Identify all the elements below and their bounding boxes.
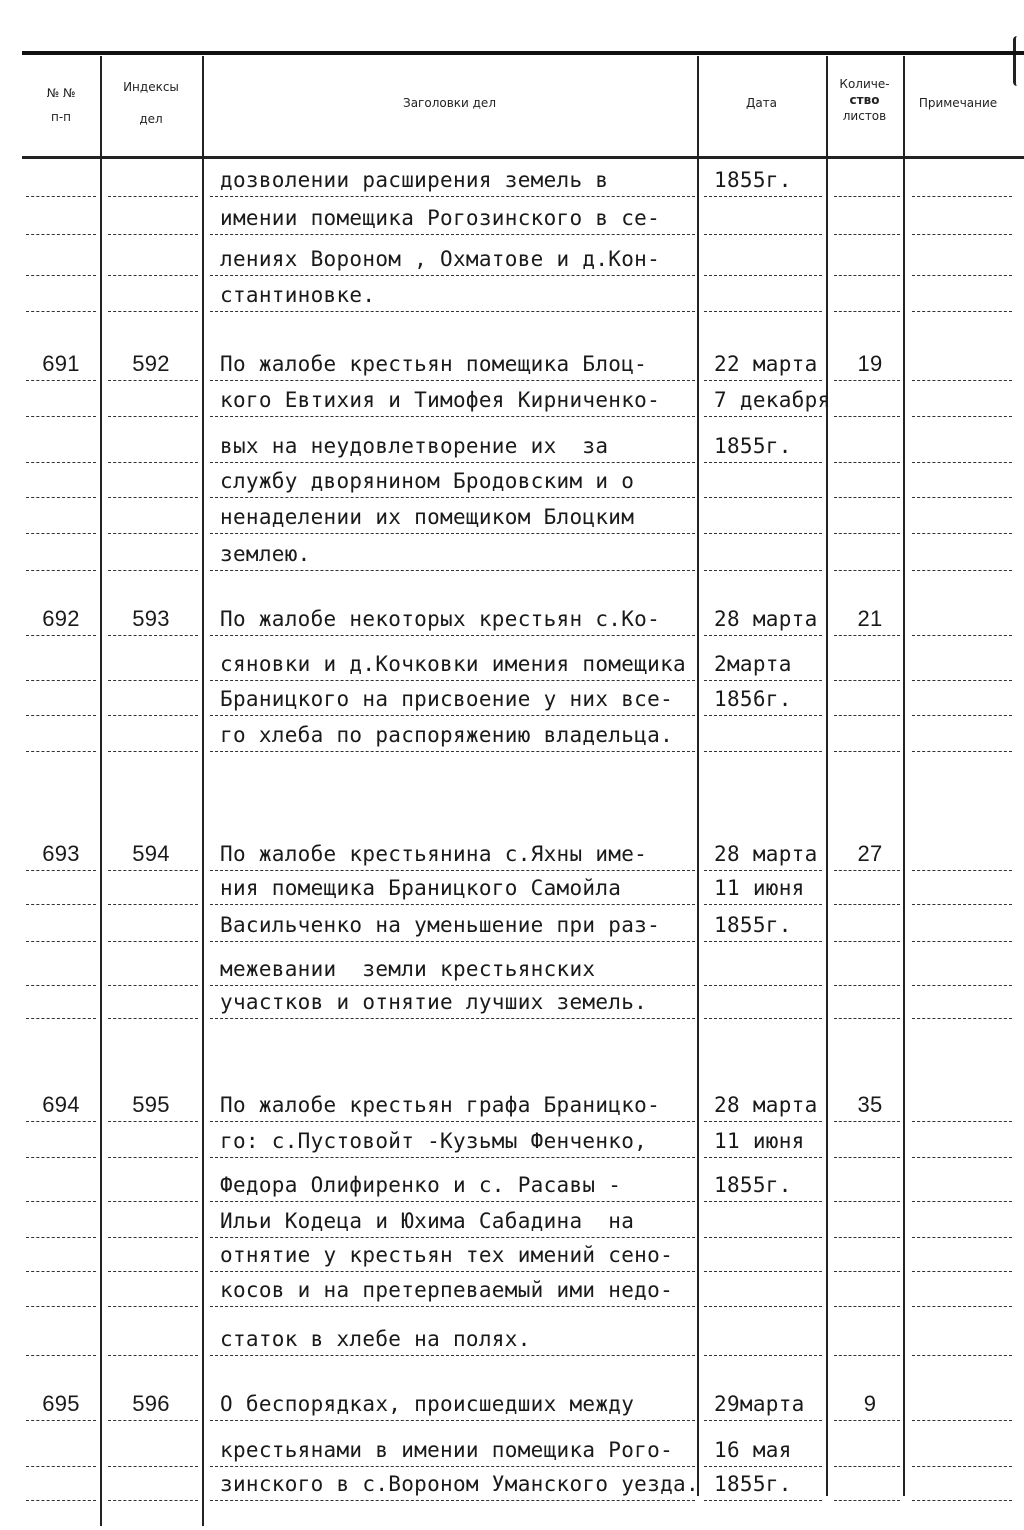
row-rule <box>704 533 822 534</box>
row-rule <box>834 680 900 681</box>
row-rule <box>108 234 198 235</box>
column-divider <box>100 56 102 1526</box>
row-rule <box>108 1420 198 1421</box>
case-title-line: го: с.Пустовойт -Кузьмы Фенченко, <box>220 1129 648 1153</box>
row-rule <box>26 635 96 636</box>
header-title: Заголовки дел <box>403 96 496 110</box>
row-rule <box>704 497 822 498</box>
row-rule <box>834 1121 900 1122</box>
case-title-line: ния помещика Браницкого Самойла <box>220 876 622 900</box>
case-index: 596 <box>132 1391 170 1416</box>
row-rule <box>108 416 198 417</box>
row-rule <box>704 1157 822 1158</box>
row-rule <box>26 1355 96 1356</box>
row-rule <box>108 1157 198 1158</box>
header-number-line1: № № <box>46 86 76 100</box>
row-rule <box>210 462 695 463</box>
row-rule <box>108 941 198 942</box>
row-rule <box>26 462 96 463</box>
row-rule <box>912 462 1012 463</box>
row-rule <box>912 234 1012 235</box>
row-rule <box>912 1500 1012 1501</box>
row-rule <box>704 870 822 871</box>
case-date-line: 28 марта <box>714 842 818 866</box>
row-rule <box>912 904 1012 905</box>
case-title-line: кого Евтихия и Тимофея Кирниченко- <box>220 388 661 412</box>
case-title-line: О беспорядках, происшедших между <box>220 1392 635 1416</box>
header-sheets <box>826 76 903 124</box>
case-date-line: 1855г. <box>714 434 792 458</box>
case-date-line: 1855г. <box>714 1472 792 1496</box>
row-rule <box>26 715 96 716</box>
case-date-line: 7 декабря <box>714 388 831 412</box>
row-rule <box>108 570 198 571</box>
row-rule <box>834 275 900 276</box>
row-rule <box>912 275 1012 276</box>
case-title-line: Браницкого на присвоение у них все- <box>220 687 674 711</box>
row-rule <box>108 462 198 463</box>
row-rule <box>912 1420 1012 1421</box>
row-rule <box>108 380 198 381</box>
row-rule <box>26 1201 96 1202</box>
case-title-line: участков и отнятие лучших земель. <box>220 990 648 1014</box>
case-number: 692 <box>42 606 80 631</box>
row-rule <box>108 497 198 498</box>
row-rule <box>210 1420 695 1421</box>
row-rule <box>26 234 96 235</box>
row-rule <box>834 234 900 235</box>
row-rule <box>26 1121 96 1122</box>
row-rule <box>704 234 822 235</box>
row-rule <box>210 1306 695 1307</box>
row-rule <box>704 715 822 716</box>
case-number: 695 <box>42 1391 80 1416</box>
row-rule <box>26 1420 96 1421</box>
row-rule <box>912 1157 1012 1158</box>
row-rule <box>108 985 198 986</box>
row-rule <box>26 985 96 986</box>
row-rule <box>26 1306 96 1307</box>
row-rule <box>704 904 822 905</box>
case-title-line: Ильи Кодеца и Юхима Сабадина на <box>220 1209 635 1233</box>
row-rule <box>704 416 822 417</box>
row-rule <box>912 635 1012 636</box>
row-rule <box>912 570 1012 571</box>
row-rule <box>26 1157 96 1158</box>
row-rule <box>912 1237 1012 1238</box>
case-date-line: 28 марта <box>714 1093 818 1117</box>
case-title-line: стантиновке. <box>220 283 376 307</box>
case-index: 593 <box>132 606 170 631</box>
case-index: 594 <box>132 841 170 866</box>
row-rule <box>834 1355 900 1356</box>
row-rule <box>26 196 96 197</box>
case-date-line: 28 марта <box>714 607 818 631</box>
row-rule <box>108 635 198 636</box>
row-rule <box>834 311 900 312</box>
row-rule <box>108 904 198 905</box>
row-rule <box>210 751 695 752</box>
row-rule <box>108 1306 198 1307</box>
row-rule <box>912 533 1012 534</box>
row-rule <box>26 941 96 942</box>
row-rule <box>108 680 198 681</box>
header-sheets-line1: Количе- <box>839 77 890 91</box>
row-rule <box>834 416 900 417</box>
row-rule <box>912 1466 1012 1467</box>
case-title-line: отнятие у крестьян тех имений сено- <box>220 1243 674 1267</box>
row-rule <box>704 462 822 463</box>
row-rule <box>834 635 900 636</box>
row-rule <box>834 497 900 498</box>
column-divider <box>826 56 828 1496</box>
column-divider <box>697 56 699 1496</box>
case-title-line: межевании земли крестьянских <box>220 957 596 981</box>
row-rule <box>704 1201 822 1202</box>
row-rule <box>108 715 198 716</box>
row-rule <box>834 1466 900 1467</box>
sheet-count: 9 <box>863 1391 877 1416</box>
row-rule <box>210 1237 695 1238</box>
row-rule <box>912 985 1012 986</box>
case-date-line: 11 июня <box>714 876 805 900</box>
row-rule <box>26 1018 96 1019</box>
row-rule <box>834 985 900 986</box>
row-rule <box>26 497 96 498</box>
case-title-line: имении помещика Рогозинского в се- <box>220 206 661 230</box>
header-sheets-line3: листов <box>842 109 887 123</box>
case-title-line: дозволении расширения земель в <box>220 168 609 192</box>
row-rule <box>26 1271 96 1272</box>
row-rule <box>108 1018 198 1019</box>
row-rule <box>834 533 900 534</box>
table-top-rule <box>22 51 1024 55</box>
case-title-line: ненаделении их помещиком Блоцким <box>220 505 635 529</box>
row-rule <box>108 1121 198 1122</box>
case-index: 592 <box>132 351 170 376</box>
row-rule <box>834 751 900 752</box>
case-number: 693 <box>42 841 80 866</box>
row-rule <box>834 380 900 381</box>
row-rule <box>210 1271 695 1272</box>
row-rule <box>704 275 822 276</box>
header-sheets-line2: ство <box>849 93 880 107</box>
row-rule <box>210 715 695 716</box>
row-rule <box>704 1018 822 1019</box>
row-rule <box>834 904 900 905</box>
row-rule <box>704 1466 822 1467</box>
case-title-line: Васильченко на уменьшение при раз- <box>220 913 661 937</box>
row-rule <box>108 751 198 752</box>
row-rule <box>210 1466 695 1467</box>
row-rule <box>210 941 695 942</box>
header-bottom-rule <box>22 156 1024 159</box>
row-rule <box>210 416 695 417</box>
row-rule <box>210 570 695 571</box>
row-rule <box>704 941 822 942</box>
row-rule <box>834 1201 900 1202</box>
row-rule <box>26 751 96 752</box>
row-rule <box>834 1018 900 1019</box>
case-date-line: 29марта <box>714 1392 805 1416</box>
row-rule <box>210 533 695 534</box>
case-title-line: землею. <box>220 542 311 566</box>
row-rule <box>108 1500 198 1501</box>
row-rule <box>26 680 96 681</box>
row-rule <box>912 680 1012 681</box>
row-rule <box>912 1201 1012 1202</box>
row-rule <box>834 1306 900 1307</box>
row-rule <box>912 1018 1012 1019</box>
row-rule <box>704 751 822 752</box>
row-rule <box>26 275 96 276</box>
case-date-line: 22 марта <box>714 352 818 376</box>
case-date-line: 1855г. <box>714 913 792 937</box>
row-rule <box>210 904 695 905</box>
header-index <box>100 78 202 128</box>
row-rule <box>704 380 822 381</box>
row-rule <box>834 1271 900 1272</box>
row-rule <box>704 635 822 636</box>
row-rule <box>834 462 900 463</box>
row-rule <box>704 1306 822 1307</box>
case-date-line: 2марта <box>714 652 792 676</box>
row-rule <box>704 311 822 312</box>
row-rule <box>704 1121 822 1122</box>
row-rule <box>210 497 695 498</box>
row-rule <box>834 1157 900 1158</box>
sheet-count: 21 <box>857 606 883 631</box>
row-rule <box>704 1237 822 1238</box>
case-title-line: лениях Вороном , Охматове и д.Кон- <box>220 247 661 271</box>
row-rule <box>912 497 1012 498</box>
row-rule <box>834 941 900 942</box>
row-rule <box>704 1500 822 1501</box>
case-title-line: вых на неудовлетворение их за <box>220 434 609 458</box>
row-rule <box>210 1157 695 1158</box>
row-rule <box>26 416 96 417</box>
case-title-line: По жалобе крестьян графа Браницко- <box>220 1093 661 1117</box>
row-rule <box>912 751 1012 752</box>
row-rule <box>704 1355 822 1356</box>
row-rule <box>210 275 695 276</box>
row-rule <box>108 533 198 534</box>
row-rule <box>704 570 822 571</box>
row-rule <box>108 1237 198 1238</box>
page-edge-mark <box>1013 36 1024 86</box>
row-rule <box>108 1355 198 1356</box>
row-rule <box>912 311 1012 312</box>
case-title-line: По жалобе крестьян помещика Блоц- <box>220 352 648 376</box>
row-rule <box>704 196 822 197</box>
row-rule <box>912 1121 1012 1122</box>
row-rule <box>834 1237 900 1238</box>
row-rule <box>210 380 695 381</box>
sheet-count: 27 <box>857 841 883 866</box>
header-note: Примечание <box>918 96 998 110</box>
case-title-line: статок в хлебе на полях. <box>220 1327 531 1351</box>
row-rule <box>108 870 198 871</box>
case-title-line: косов и на претерпеваемый ими недо- <box>220 1278 674 1302</box>
column-divider <box>903 56 905 1496</box>
row-rule <box>210 680 695 681</box>
case-date-line: 1855г. <box>714 168 792 192</box>
column-divider <box>202 56 204 1526</box>
case-date-line: 1856г. <box>714 687 792 711</box>
row-rule <box>912 870 1012 871</box>
sheet-count: 19 <box>857 351 883 376</box>
row-rule <box>912 715 1012 716</box>
row-rule <box>912 196 1012 197</box>
row-rule <box>704 985 822 986</box>
row-rule <box>834 715 900 716</box>
header-date: Дата <box>745 96 778 110</box>
row-rule <box>108 1466 198 1467</box>
row-rule <box>26 533 96 534</box>
row-rule <box>210 985 695 986</box>
row-rule <box>108 196 198 197</box>
case-number: 691 <box>42 351 80 376</box>
row-rule <box>26 904 96 905</box>
row-rule <box>834 1500 900 1501</box>
case-date-line: 16 мая <box>714 1438 792 1462</box>
header-index-line1: Индексы <box>123 80 179 94</box>
row-rule <box>912 1271 1012 1272</box>
case-title-line: го хлеба по распоряжению владельца. <box>220 723 674 747</box>
header-index-line2: дел <box>139 112 163 126</box>
row-rule <box>912 1306 1012 1307</box>
row-rule <box>210 1201 695 1202</box>
row-rule <box>704 1271 822 1272</box>
row-rule <box>108 1271 198 1272</box>
case-number: 694 <box>42 1092 80 1117</box>
row-rule <box>210 870 695 871</box>
row-rule <box>108 275 198 276</box>
case-date-line: 11 июня <box>714 1129 805 1153</box>
row-rule <box>912 1355 1012 1356</box>
row-rule <box>210 1018 695 1019</box>
case-title-line: По жалобе некоторых крестьян с.Ко- <box>220 607 661 631</box>
case-title-line: крестьянами в имении помещика Рого- <box>220 1438 674 1462</box>
row-rule <box>108 1201 198 1202</box>
case-title-line: зинского в с.Вороном Уманского уезда. <box>220 1472 699 1496</box>
sheet-count: 35 <box>857 1092 883 1117</box>
row-rule <box>210 1500 695 1501</box>
row-rule <box>834 870 900 871</box>
header-number <box>22 84 100 126</box>
case-title-line: Федора Олифиренко и с. Расавы - <box>220 1173 622 1197</box>
row-rule <box>834 570 900 571</box>
row-rule <box>210 196 695 197</box>
case-index: 595 <box>132 1092 170 1117</box>
row-rule <box>210 234 695 235</box>
case-title-line: службу дворянином Бродовским и о <box>220 469 635 493</box>
row-rule <box>26 1466 96 1467</box>
row-rule <box>210 635 695 636</box>
row-rule <box>912 941 1012 942</box>
row-rule <box>26 1237 96 1238</box>
row-rule <box>26 311 96 312</box>
row-rule <box>912 416 1012 417</box>
row-rule <box>704 680 822 681</box>
case-title-line: сяновки и д.Кочковки имения помещика <box>220 652 686 676</box>
header-number-line2: п-п <box>50 110 72 124</box>
row-rule <box>210 1355 695 1356</box>
row-rule <box>26 1500 96 1501</box>
row-rule <box>704 1420 822 1421</box>
row-rule <box>26 380 96 381</box>
case-date-line: 1855г. <box>714 1173 792 1197</box>
row-rule <box>834 196 900 197</box>
row-rule <box>912 380 1012 381</box>
row-rule <box>26 570 96 571</box>
row-rule <box>26 870 96 871</box>
case-title-line: По жалобе крестьянина с.Яхны име- <box>220 842 648 866</box>
row-rule <box>210 1121 695 1122</box>
row-rule <box>108 311 198 312</box>
row-rule <box>210 311 695 312</box>
row-rule <box>834 1420 900 1421</box>
